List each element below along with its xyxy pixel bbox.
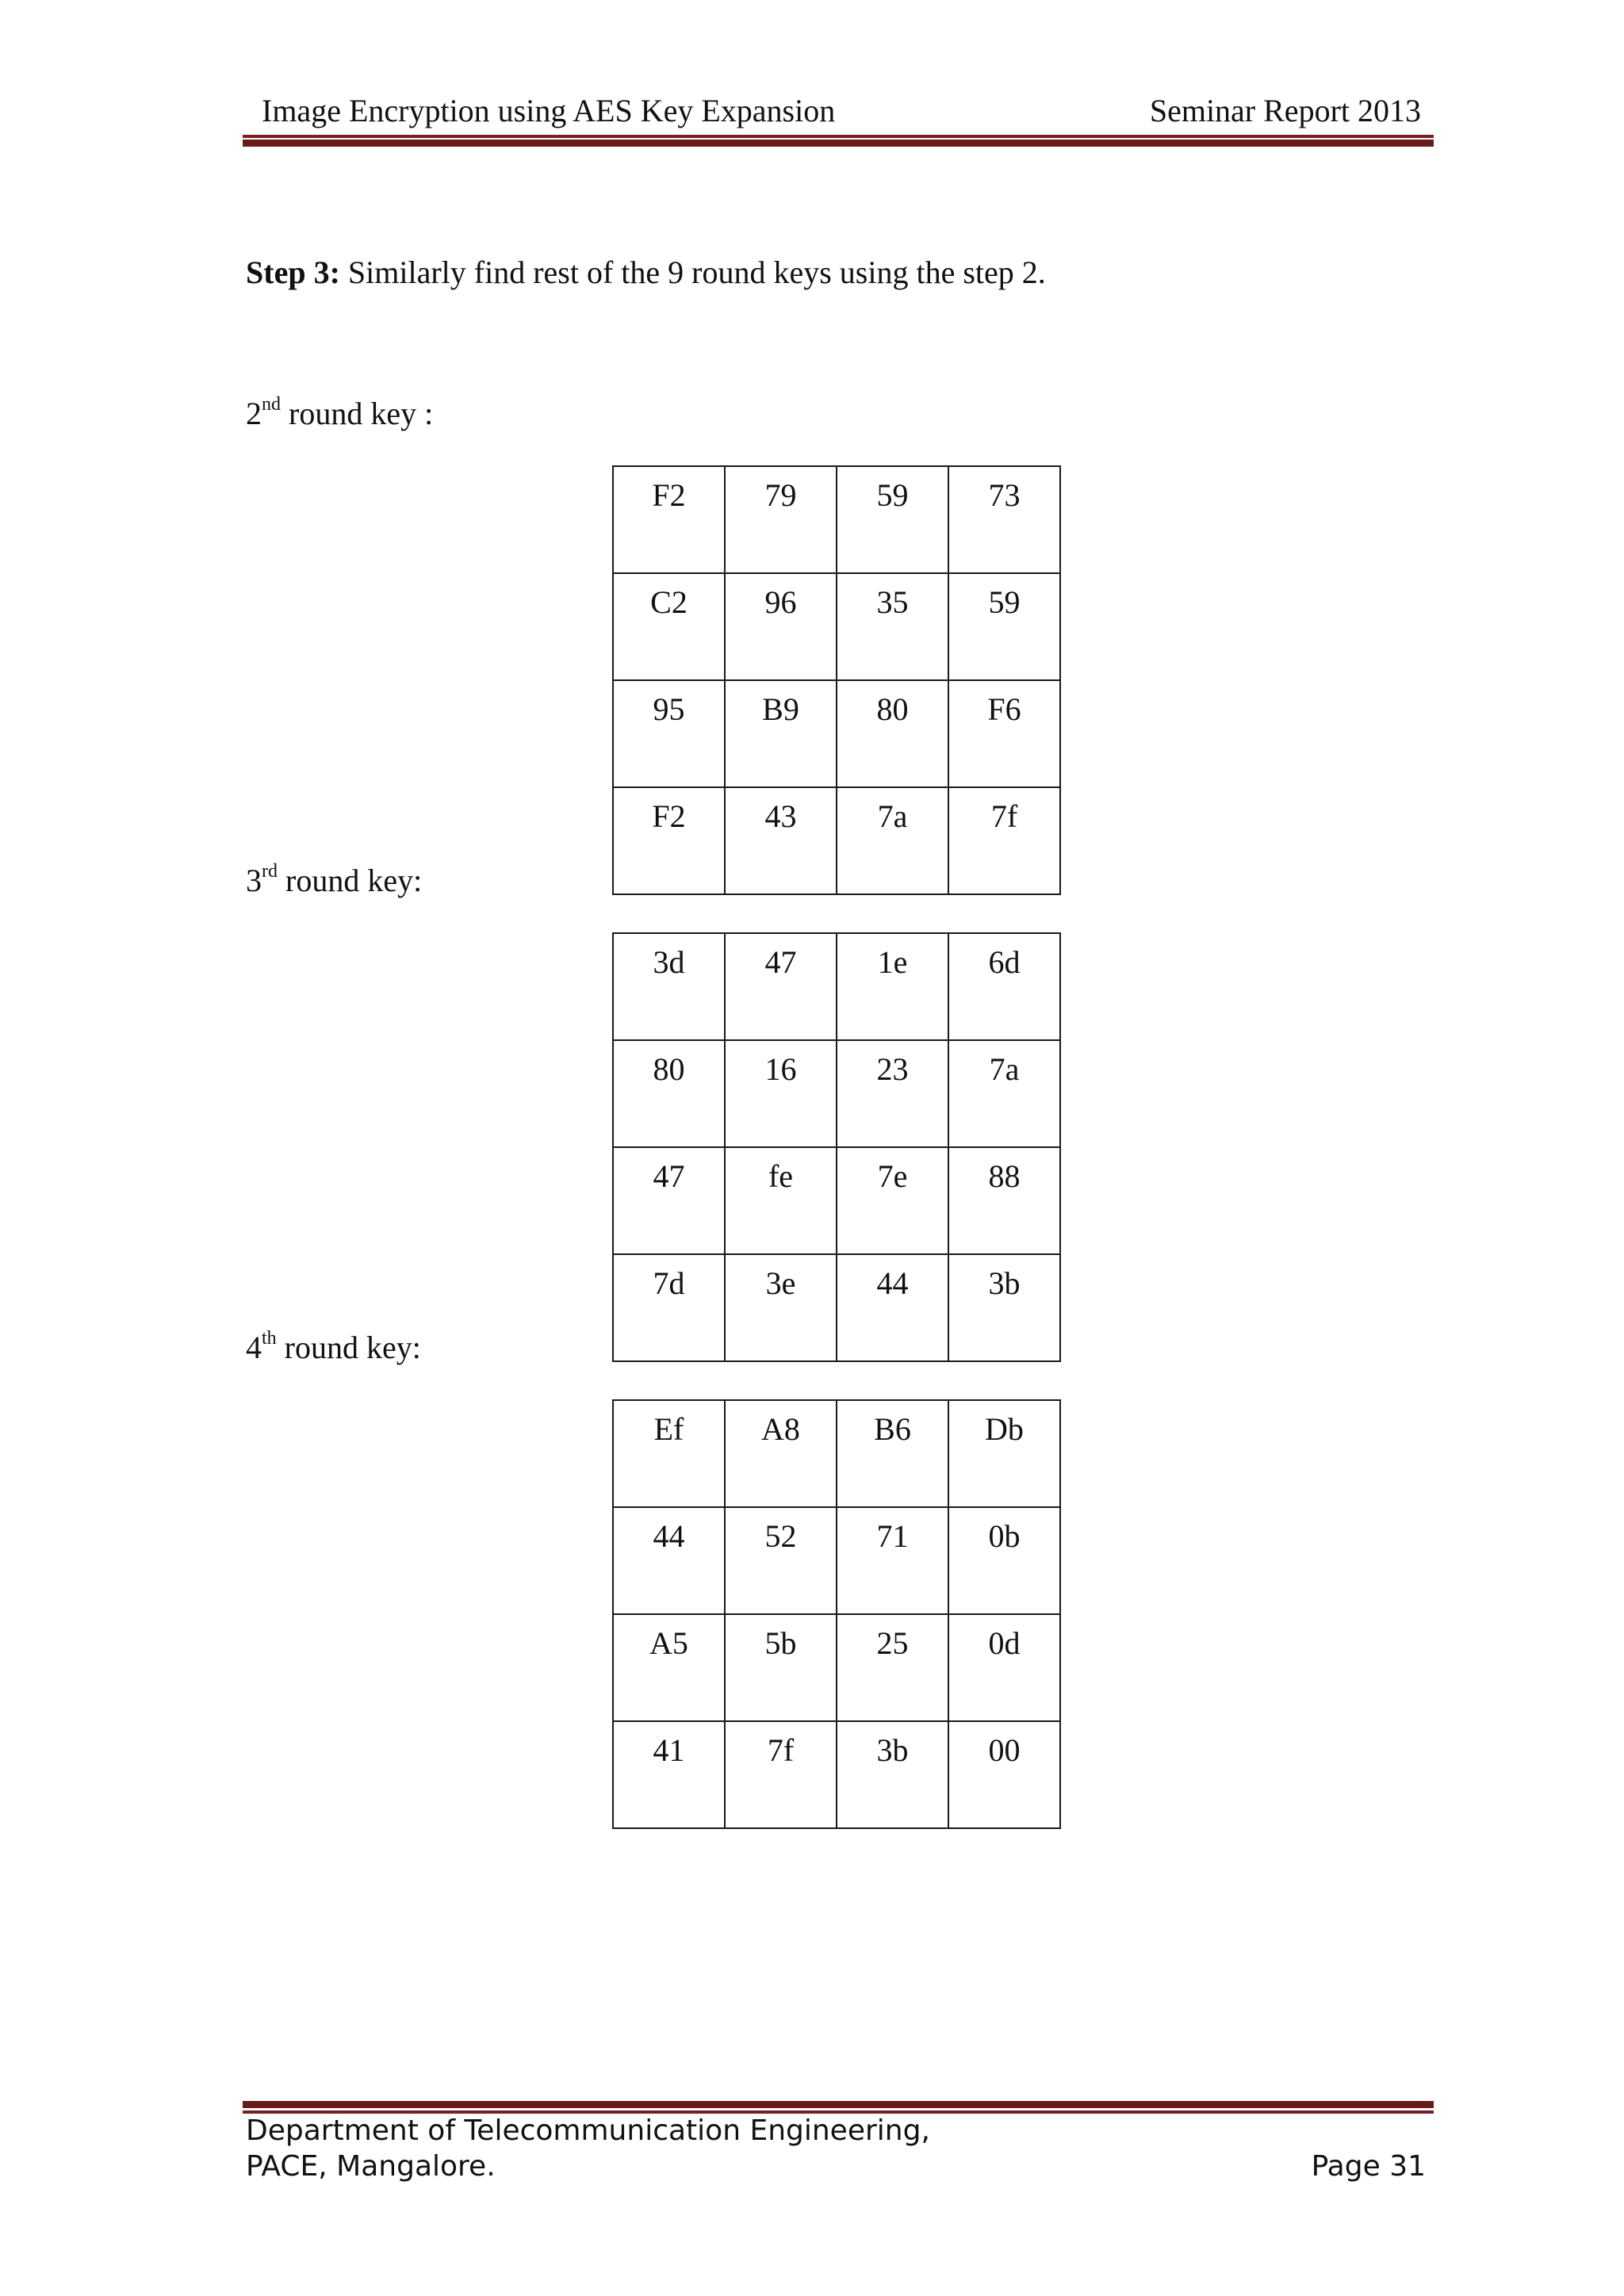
key-cell: 43 — [725, 787, 837, 894]
key-cell: Db — [948, 1400, 1060, 1507]
key-cell: 7a — [948, 1040, 1060, 1147]
table-row — [613, 1400, 1060, 1507]
key-cell: 47 — [613, 1147, 725, 1254]
key-cell: 7e — [837, 1147, 948, 1254]
key-cell: 23 — [837, 1040, 948, 1147]
key-cell: 7a — [837, 787, 948, 894]
round-key-4-suffix: th — [262, 1328, 277, 1349]
round-key-2-table — [612, 465, 1061, 895]
table-row — [613, 1040, 1060, 1147]
key-cell: 59 — [948, 573, 1060, 680]
key-cell: 88 — [948, 1147, 1060, 1254]
table-row — [613, 1147, 1060, 1254]
key-cell: 7f — [725, 1721, 837, 1828]
table-row — [613, 787, 1060, 894]
round-key-3-label — [246, 859, 422, 903]
round-key-2-label-text: round key : — [281, 396, 434, 431]
round-key-4-ordinal: 4 — [246, 1330, 262, 1365]
key-cell: 95 — [613, 680, 725, 787]
round-key-3-label-text: round key: — [278, 863, 423, 898]
key-cell: Ef — [613, 1400, 725, 1507]
key-cell: 44 — [837, 1254, 948, 1361]
key-cell: 35 — [837, 573, 948, 680]
key-cell: 0d — [948, 1614, 1060, 1721]
round-key-4-table — [612, 1399, 1061, 1829]
round-key-3-suffix: rd — [262, 861, 278, 882]
header-rule-thick — [243, 140, 1434, 147]
key-cell: fe — [725, 1147, 837, 1254]
step-label: Step 3: — [246, 254, 340, 290]
key-cell: 3b — [948, 1254, 1060, 1361]
table-row — [613, 1254, 1060, 1361]
header-report-year: Seminar Report 2013 — [1149, 93, 1421, 128]
key-cell: 1e — [837, 933, 948, 1040]
table-row — [613, 680, 1060, 787]
key-cell: 41 — [613, 1721, 725, 1828]
key-cell: 3d — [613, 933, 725, 1040]
key-cell: 16 — [725, 1040, 837, 1147]
key-cell: F6 — [948, 680, 1060, 787]
key-cell: 5b — [725, 1614, 837, 1721]
key-cell: 73 — [948, 466, 1060, 573]
round-key-4-label-text: round key: — [276, 1330, 421, 1365]
step-description: Similarly find rest of the 9 round keys using the step 2. — [339, 254, 1046, 290]
key-cell: F2 — [613, 787, 725, 894]
key-cell: C2 — [613, 573, 725, 680]
round-key-4-label — [246, 1326, 421, 1370]
key-cell: 6d — [948, 933, 1060, 1040]
footer-department: Department of Telecommunication Engineering, — [246, 2114, 930, 2147]
key-cell: 47 — [725, 933, 837, 1040]
round-key-3-table — [612, 932, 1061, 1362]
key-cell: 59 — [837, 466, 948, 573]
table-row — [613, 1614, 1060, 1721]
key-cell: A8 — [725, 1400, 837, 1507]
page-number: Page 31 — [1311, 2150, 1426, 2183]
table-row — [613, 1507, 1060, 1614]
round-key-2-label — [246, 392, 433, 436]
header-rule-thin — [243, 135, 1434, 138]
table-row — [613, 466, 1060, 573]
key-cell: B6 — [837, 1400, 948, 1507]
table-row — [613, 573, 1060, 680]
round-key-3-ordinal: 3 — [246, 863, 262, 898]
key-cell: A5 — [613, 1614, 725, 1721]
key-cell: F2 — [613, 466, 725, 573]
round-key-2-suffix: nd — [262, 394, 281, 415]
key-cell: 0b — [948, 1507, 1060, 1614]
key-cell: 7d — [613, 1254, 725, 1361]
footer-rule-thick — [243, 2101, 1434, 2108]
key-cell: 52 — [725, 1507, 837, 1614]
key-cell: 3e — [725, 1254, 837, 1361]
key-cell: 96 — [725, 573, 837, 680]
key-cell: B9 — [725, 680, 837, 787]
key-cell: 25 — [837, 1614, 948, 1721]
key-cell: 7f — [948, 787, 1060, 894]
step-3-text — [246, 251, 1046, 295]
table-row — [613, 1721, 1060, 1828]
key-cell: 80 — [837, 680, 948, 787]
key-cell: 44 — [613, 1507, 725, 1614]
key-cell: 71 — [837, 1507, 948, 1614]
footer-institute: PACE, Mangalore. — [246, 2150, 496, 2183]
key-cell: 00 — [948, 1721, 1060, 1828]
round-key-2-ordinal: 2 — [246, 396, 262, 431]
key-cell: 3b — [837, 1721, 948, 1828]
header-title: Image Encryption using AES Key Expansion — [262, 93, 836, 128]
table-row — [613, 933, 1060, 1040]
key-cell: 80 — [613, 1040, 725, 1147]
key-cell: 79 — [725, 466, 837, 573]
